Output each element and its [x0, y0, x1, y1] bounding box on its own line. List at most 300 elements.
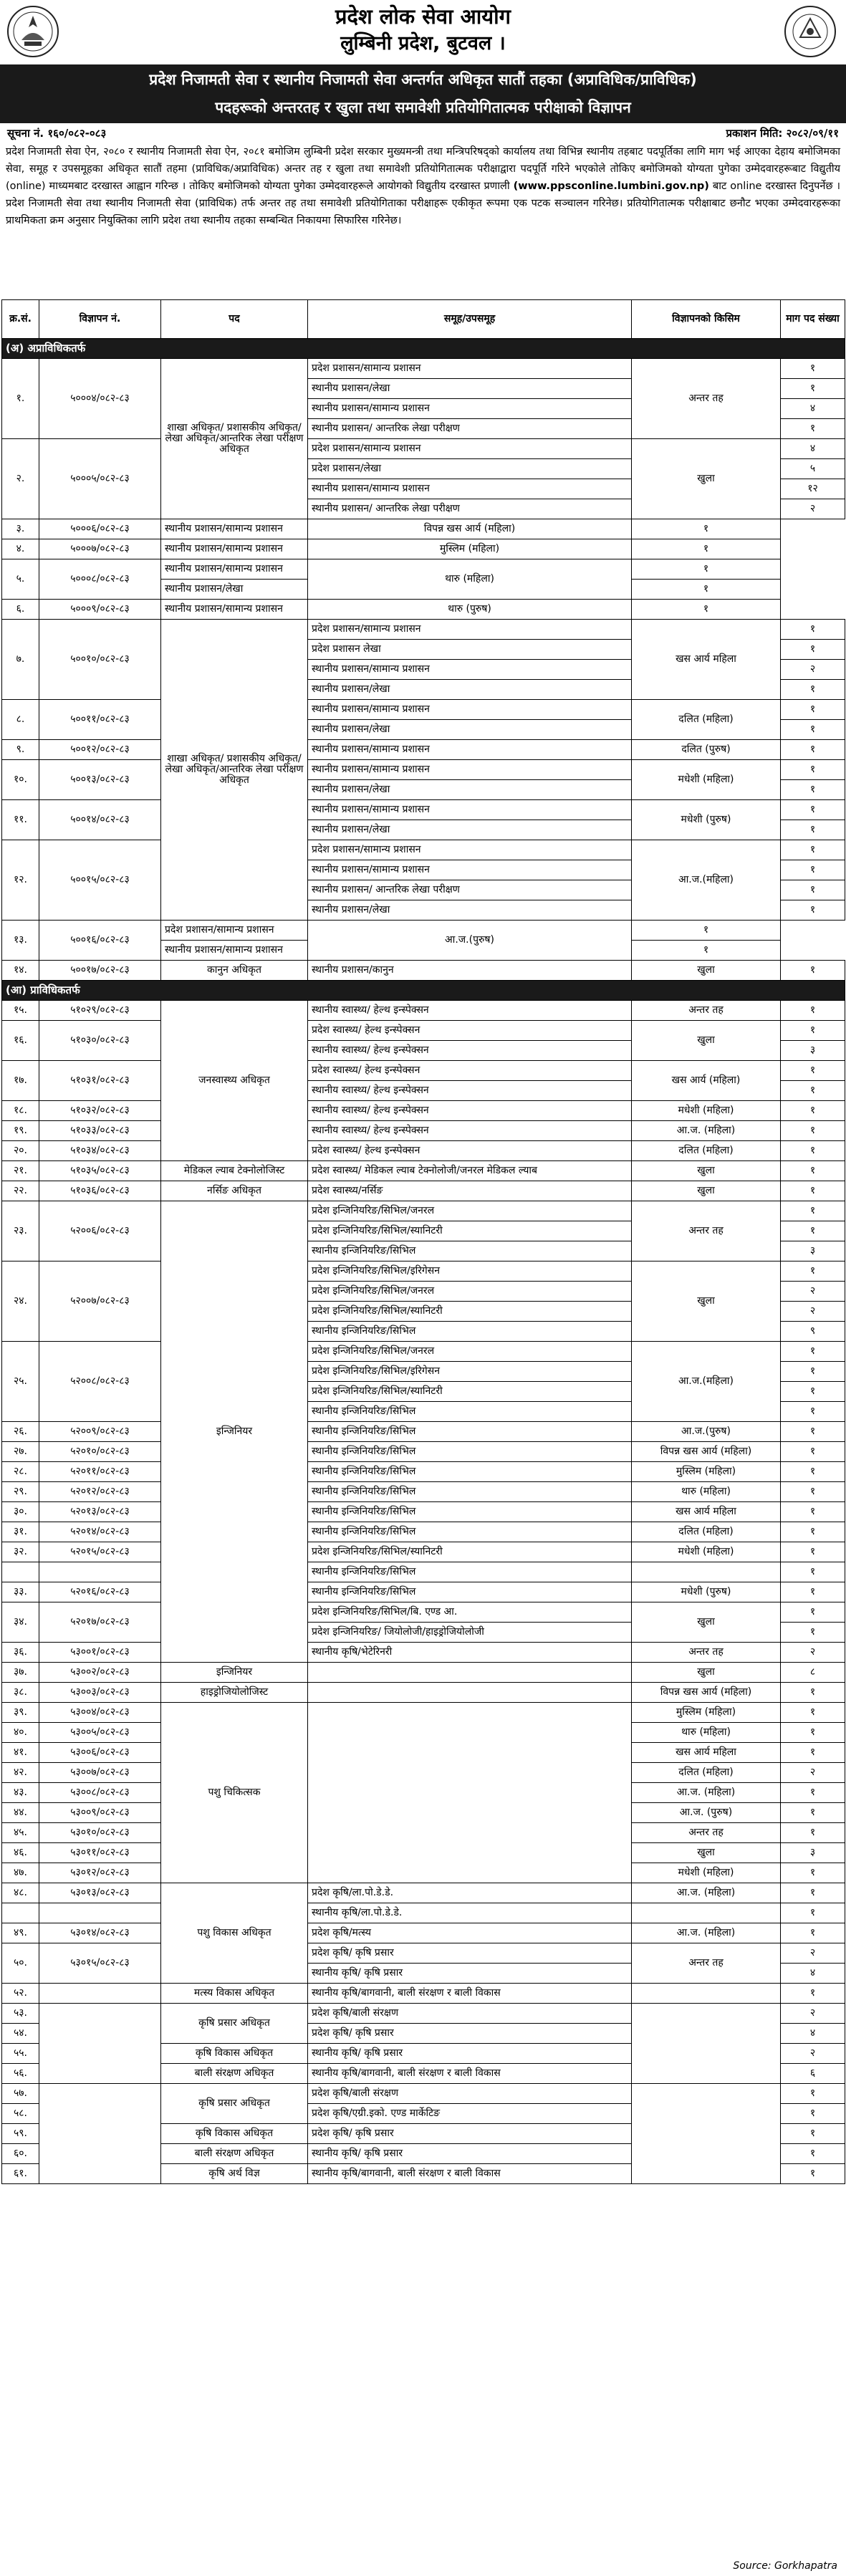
service-group: स्थानीय कृषि/बागवानी, बाली संरक्षण र बाली विकास: [308, 1984, 632, 2004]
post-count: २: [781, 1282, 845, 1302]
serial-number: ३६.: [2, 1643, 39, 1663]
serial-number: ४९.: [2, 1923, 39, 1943]
post-count: १: [632, 600, 781, 620]
title-line-2: पदहरूको अन्तरतह र खुला तथा समावेशी प्रतियोगितात्मक परीक्षाको विज्ञापन: [215, 99, 631, 116]
service-group: स्थानीय प्रशासन/सामान्य प्रशासन: [308, 700, 632, 720]
serial-number: २.: [2, 439, 39, 519]
service-group: स्थानीय इन्जिनियरिङ/सिभिल: [308, 1502, 632, 1522]
serial-number: ५२.: [2, 1984, 39, 2004]
post-count: १: [781, 1482, 845, 1502]
advertisement-number: [39, 1562, 161, 1582]
table-row: [2, 519, 845, 539]
table-row: [2, 1442, 845, 1462]
post-name: पशु विकास अधिकृत: [161, 1883, 308, 1984]
serial-number: ६०.: [2, 2144, 39, 2164]
table-row: [2, 1422, 845, 1442]
section-a-body: [2, 339, 845, 981]
serial-number: ९.: [2, 740, 39, 760]
post-count: २: [781, 1302, 845, 1322]
serial-number: ४२.: [2, 1763, 39, 1783]
serial-number: १७.: [2, 1061, 39, 1101]
website-link[interactable]: (www.ppsconline.lumbini.gov.np): [513, 181, 709, 192]
advertisement-number: ५००११/०८२-८३: [39, 700, 161, 740]
advertisement-number: ५१०३४/०८२-८३: [39, 1141, 161, 1161]
advertisement-number: ५०००४/०८२-८३: [39, 359, 161, 439]
service-group: प्रदेश इन्जिनियरिङ/सिभिल/स्यानिटरी: [308, 1221, 632, 1241]
advertisement-table: [1, 299, 845, 2184]
advertisement-type: थारु (महिला): [632, 1723, 781, 1743]
post-count: १: [781, 379, 845, 399]
advertisement-type: आ.ज.(पुरुष): [308, 921, 632, 961]
service-group: स्थानीय प्रशासन/सामान्य प्रशासन: [161, 519, 308, 539]
serial-number: ६१.: [2, 2164, 39, 2184]
header: [0, 0, 846, 64]
table-row: [2, 1502, 845, 1522]
advertisement-number: ५२००७/०८२-८३: [39, 1261, 161, 1342]
table-row: [2, 1101, 845, 1121]
advertisement-number: ५२०११/०८२-८३: [39, 1462, 161, 1482]
post-name: हाइड्रोजियोलोजिस्ट: [161, 1683, 308, 1703]
post-count: १: [781, 419, 845, 439]
serial-number: २४.: [2, 1261, 39, 1342]
post-count: ८: [781, 1663, 845, 1683]
post-count: १: [781, 1683, 845, 1703]
post-count: १२: [781, 479, 845, 499]
post-count: १: [781, 1061, 845, 1081]
post-count: १: [781, 1522, 845, 1542]
post-name: शाखा अधिकृत/ प्रशासकीय अधिकृत/ लेखा अधिकृत/आन्तरिक लेखा परीक्षण अधिकृत: [161, 620, 308, 921]
post-name: कानुन अधिकृत: [161, 961, 308, 981]
service-group: स्थानीय प्रशासन/लेखा: [161, 580, 308, 600]
table-row: [2, 921, 845, 941]
serial-number: २०.: [2, 1141, 39, 1161]
serial-number: ४६.: [2, 1843, 39, 1863]
advertisement-type: अन्तर तह: [632, 1943, 781, 1984]
advertisement-type: मधेशी (पुरुष): [632, 1582, 781, 1602]
advertisement-type: विपन्न खस आर्य (महिला): [632, 1442, 781, 1462]
post-count: ४: [781, 2024, 845, 2044]
post-count: १: [781, 620, 845, 640]
header-post: पद: [161, 300, 308, 339]
post-count: १: [781, 1542, 845, 1562]
advertisement-type: खस आर्य महिला: [632, 1743, 781, 1763]
table-row: [2, 800, 845, 820]
advertisement-type: मधेशी (पुरुष): [632, 800, 781, 840]
advertisement-number: ५००१७/०८२-८३: [39, 961, 161, 981]
service-group: स्थानीय कृषि/ कृषि प्रसार: [308, 2044, 632, 2064]
advertisement-number: ५०००७/०८२-८३: [39, 539, 161, 559]
service-group: स्थानीय प्रशासन/सामान्य प्रशासन: [308, 760, 632, 780]
advertisement-type: खुला: [632, 1161, 781, 1181]
advertisement-type: खस आर्य महिला: [632, 620, 781, 700]
serial-number: ४८.: [2, 1883, 39, 1903]
serial-number: ५९.: [2, 2124, 39, 2144]
paragraph-text-1: प्रदेश निजामती सेवा ऐन, २०८० र स्थानीय निजामती सेवा ऐन, २०८१ बमोजिम लुम्बिनी प्रदेश सरकार मुख्यमन्त्री तथा मन्त्रिपरिषद्को कार्यालय तथा विभिन्न स्थानीय तहबाट पदपूर्तिका लागि माग भई आएका देहाय बमोजिमका सेवा, समूह र उपसमूहका अधिकृत सातौं तहमा (प्राविधिक/अप्राविधिक) अन्तर तह र खुला तथा समावेशी प्रतियोगितात्मक परीक्षाद्वारा पदपूर्ति गरिने भएकोले तोकिए बमोजिमको योग्यता पुगेका उम्मेदवारहरूबाट विद्युतीय (online) माध्यमबाट दरखास्त आह्वान गरिन्छ । तोकिए बमोजिमको योग्यता पुगेका उम्मेदवारहरूले आयोगको विद्युतीय दरखास्त प्रणाली: [6, 146, 840, 192]
table-row: [2, 1903, 845, 1923]
post-count: १: [781, 1221, 845, 1241]
post-count: १: [781, 1181, 845, 1201]
service-group: प्रदेश कृषि/एग्री.इको. एण्ड मार्केटिङ: [308, 2104, 632, 2124]
service-group: प्रदेश इन्जिनियरिङ/सिभिल/इरिगेसन: [308, 1362, 632, 1382]
table-row: [2, 1482, 845, 1502]
post-count: १: [781, 2104, 845, 2124]
serial-number: २९.: [2, 1482, 39, 1502]
service-group: स्थानीय इन्जिनियरिङ/सिभिल: [308, 1442, 632, 1462]
post-count: १: [781, 1703, 845, 1723]
post-name: शाखा अधिकृत/ प्रशासकीय अधिकृत/ लेखा अधिकृत/आन्तरिक लेखा परीक्षण अधिकृत: [161, 359, 308, 519]
service-group: [308, 1683, 632, 1703]
advertisement-number: ५२०१७/०८२-८३: [39, 1602, 161, 1643]
advertisement-type: खुला: [632, 1021, 781, 1061]
advertisement-type: खस आर्य (महिला): [632, 1061, 781, 1101]
service-group: स्थानीय प्रशासन/सामान्य प्रशासन: [308, 479, 632, 499]
serial-number: २८.: [2, 1462, 39, 1482]
advertisement-number: ५२०१३/०८२-८३: [39, 1502, 161, 1522]
serial-number: २७.: [2, 1442, 39, 1462]
service-group: प्रदेश स्वास्थ्य/ हेल्थ इन्स्पेक्सन: [308, 1061, 632, 1081]
advertisement-type: खुला: [632, 1843, 781, 1863]
post-name: पशु चिकित्सक: [161, 1703, 308, 1883]
post-count: ४: [781, 1964, 845, 1984]
service-group: प्रदेश इन्जिनियरिङ/ जियोलोजी/हाइड्रोजियोलोजी: [308, 1623, 632, 1643]
advertisement-number: [39, 1903, 161, 1923]
serial-number: ५३.: [2, 2004, 39, 2024]
post-name: कृषि प्रसार अधिकृत: [161, 2004, 308, 2044]
serial-number: ४५.: [2, 1823, 39, 1843]
service-group: स्थानीय प्रशासन/सामान्य प्रशासन: [308, 860, 632, 880]
post-count: १: [781, 1823, 845, 1843]
post-count: १: [781, 1903, 845, 1923]
post-count: १: [781, 1984, 845, 2004]
service-group: प्रदेश इन्जिनियरिङ/सिभिल/जनरल: [308, 1201, 632, 1221]
advertisement-type: खुला: [632, 1181, 781, 1201]
service-group: [308, 1663, 632, 1683]
service-group: प्रदेश इन्जिनियरिङ/सिभिल/स्यानिटरी: [308, 1302, 632, 1322]
advertisement-number: ५३०१३/०८२-८३: [39, 1883, 161, 1903]
table-row: [2, 1923, 845, 1943]
service-group: [308, 1703, 632, 1883]
service-group: स्थानीय कृषि/भेटेरिनरी: [308, 1643, 632, 1663]
advertisement-number: ५१०३२/०८२-८३: [39, 1101, 161, 1121]
table-row: [2, 559, 845, 580]
post-count: १: [781, 1462, 845, 1482]
service-group: स्थानीय प्रशासन/लेखा: [308, 379, 632, 399]
post-count: २: [781, 1763, 845, 1783]
post-count: १: [781, 2084, 845, 2104]
header-post-count: माग पद संख्या: [781, 300, 845, 339]
service-group: स्थानीय इन्जिनियरिङ/सिभिल: [308, 1582, 632, 1602]
post-name: जनस्वास्थ्य अधिकृत: [161, 1001, 308, 1161]
service-group: स्थानीय कृषि/ कृषि प्रसार: [308, 2144, 632, 2164]
service-group: स्थानीय इन्जिनियरिङ/सिभिल: [308, 1322, 632, 1342]
post-count: ३: [781, 1843, 845, 1863]
org-name: प्रदेश लोक सेवा आयोग: [335, 4, 511, 29]
advertisement-number: ५२००८/०८२-८३: [39, 1342, 161, 1422]
service-group: प्रदेश कृषि/मत्स्य: [308, 1923, 632, 1943]
post-count: १: [781, 780, 845, 800]
table-row: [2, 1602, 845, 1623]
advertisement-type: आ.ज. (पुरुष): [632, 1803, 781, 1823]
advertisement-type: दलित (महिला): [632, 1522, 781, 1542]
advertisement-type: विपन्न खस आर्य (महिला): [308, 519, 632, 539]
table-row: [2, 700, 845, 720]
advertisement-type: [632, 2084, 781, 2184]
service-group: स्थानीय स्वास्थ्य/ हेल्थ इन्स्पेक्सन: [308, 1001, 632, 1021]
advertisement-type: दलित (महिला): [632, 1763, 781, 1783]
serial-number: ४.: [2, 539, 39, 559]
post-name: मत्स्य विकास अधिकृत: [161, 1984, 308, 2004]
service-group: स्थानीय इन्जिनियरिङ/सिभिल: [308, 1241, 632, 1261]
serial-number: ४७.: [2, 1863, 39, 1883]
advertisement-number: ५२०१४/०८२-८३: [39, 1522, 161, 1542]
serial-number: ४३.: [2, 1783, 39, 1803]
serial-number: ३३.: [2, 1582, 39, 1602]
table-row: [2, 961, 845, 981]
advertisement-number: ५३०१५/०८२-८३: [39, 1943, 161, 1984]
post-count: १: [781, 820, 845, 840]
service-group: स्थानीय स्वास्थ्य/ हेल्थ इन्स्पेक्सन: [308, 1041, 632, 1061]
title-line-1: प्रदेश निजामती सेवा र स्थानीय निजामती सेवा अन्तर्गत अधिकृत सातौं तहका (अप्राविधिक/प्राविधिक): [149, 71, 697, 88]
serial-number: ५८.: [2, 2104, 39, 2124]
service-group: स्थानीय कृषि/ कृषि प्रसार: [308, 1964, 632, 1984]
advertisement-number: ५३०१२/०८२-८३: [39, 1863, 161, 1883]
post-count: १: [781, 1001, 845, 1021]
serial-number: ८.: [2, 700, 39, 740]
table-header-row: [2, 300, 845, 339]
advertisement-number: ५१०३३/०८२-८३: [39, 1121, 161, 1141]
advertisement-number: ५३००६/०८२-८३: [39, 1743, 161, 1763]
section-b-title: (आ) प्राविधिकतर्फ: [2, 981, 845, 1001]
serial-number: [2, 1562, 39, 1582]
service-group: प्रदेश प्रशासन/लेखा: [308, 459, 632, 479]
post-count: १: [781, 760, 845, 780]
post-count: १: [781, 900, 845, 921]
advertisement-number: ५२०१२/०८२-८३: [39, 1482, 161, 1502]
post-count: २: [781, 2044, 845, 2064]
service-group: प्रदेश प्रशासन/सामान्य प्रशासन: [308, 840, 632, 860]
table-row: [2, 1683, 845, 1703]
service-group: स्थानीय प्रशासन/सामान्य प्रशासन: [308, 740, 632, 760]
table-row: [2, 1643, 845, 1663]
serial-number: ३४.: [2, 1602, 39, 1643]
service-group: स्थानीय स्वास्थ्य/ हेल्थ इन्स्पेक्सन: [308, 1101, 632, 1121]
service-group: प्रदेश इन्जिनियरिङ/सिभिल/जनरल: [308, 1282, 632, 1302]
advertisement-type: मधेशी (महिला): [632, 1542, 781, 1562]
serial-number: ११.: [2, 800, 39, 840]
table-row: [2, 1021, 845, 1041]
post-count: २: [781, 1943, 845, 1964]
advertisement-type: दलित (महिला): [632, 1141, 781, 1161]
post-count: १: [781, 1342, 845, 1362]
advertisement-number: ५२००६/०८२-८३: [39, 1201, 161, 1261]
service-group: प्रदेश इन्जिनियरिङ/सिभिल/स्यानिटरी: [308, 1542, 632, 1562]
table-row: [2, 1883, 845, 1903]
notice-paragraph: [0, 143, 846, 299]
post-count: १: [632, 941, 781, 961]
advertisement-number: ५३००५/०८२-८३: [39, 1723, 161, 1743]
header-group: समूह/उपसमूह: [308, 300, 632, 339]
table-row: [2, 840, 845, 860]
advertisement-number: [39, 2004, 161, 2084]
table-row: [2, 1542, 845, 1562]
advertisement-number: ५१०२९/०८२-८३: [39, 1001, 161, 1021]
section-header-row: [2, 981, 845, 1001]
serial-number: ६.: [2, 600, 39, 620]
serial-number: ५०.: [2, 1943, 39, 1984]
serial-number: २६.: [2, 1422, 39, 1442]
serial-number: १३.: [2, 921, 39, 961]
post-count: १: [781, 1883, 845, 1903]
table-row: [2, 1061, 845, 1081]
advertisement-type: थारु (पुरुष): [308, 600, 632, 620]
advertisement-number: ५३०११/०८२-८३: [39, 1843, 161, 1863]
post-count: २: [781, 1643, 845, 1663]
advertisement-type: दलित (महिला): [632, 700, 781, 740]
post-count: १: [781, 740, 845, 760]
advertisement-number: ५००१५/०८२-८३: [39, 840, 161, 921]
post-count: १: [781, 1863, 845, 1883]
serial-number: ५७.: [2, 2084, 39, 2104]
advertisement-number: ५३००९/०८२-८३: [39, 1803, 161, 1823]
advertisement-number: ५३०१४/०८२-८३: [39, 1923, 161, 1943]
post-count: ४: [781, 399, 845, 419]
table-row: [2, 1582, 845, 1602]
table-row: [2, 1562, 845, 1582]
post-count: १: [781, 1021, 845, 1041]
advertisement-type: खुला: [632, 961, 781, 981]
serial-number: १४.: [2, 961, 39, 981]
post-count: १: [781, 1261, 845, 1282]
service-group: स्थानीय इन्जिनियरिङ/सिभिल: [308, 1402, 632, 1422]
post-count: १: [781, 1623, 845, 1643]
advertisement-type: [632, 1984, 781, 2004]
post-name: कृषि विकास अधिकृत: [161, 2124, 308, 2144]
advertisement-type: आ.ज. (महिला): [632, 1783, 781, 1803]
post-name: नर्सिङ अधिकृत: [161, 1181, 308, 1201]
service-group: प्रदेश इन्जिनियरिङ/सिभिल/जनरल: [308, 1342, 632, 1362]
post-count: १: [781, 700, 845, 720]
post-count: १: [781, 1442, 845, 1462]
table-row: [2, 600, 845, 620]
serial-number: ५६.: [2, 2064, 39, 2084]
serial-number: [2, 1903, 39, 1923]
advertisement-number: ५३००४/०८२-८३: [39, 1703, 161, 1723]
service-group: स्थानीय इन्जिनियरिङ/सिभिल: [308, 1562, 632, 1582]
post-count: ९: [781, 1322, 845, 1342]
service-group: प्रदेश कृषि/ कृषि प्रसार: [308, 1943, 632, 1964]
post-count: १: [781, 1783, 845, 1803]
service-group: स्थानीय प्रशासन/लेखा: [308, 720, 632, 740]
service-group: स्थानीय इन्जिनियरिङ/सिभिल: [308, 1482, 632, 1502]
advertisement-number: ५३०१०/०८२-८३: [39, 1823, 161, 1843]
service-group: स्थानीय प्रशासन/लेखा: [308, 680, 632, 700]
advertisement-number: ५००१३/०८२-८३: [39, 760, 161, 800]
service-group: प्रदेश स्वास्थ्य/नर्सिङ: [308, 1181, 632, 1201]
post-count: १: [781, 359, 845, 379]
service-group: स्थानीय प्रशासन/सामान्य प्रशासन: [161, 600, 308, 620]
advertisement-number: ५३००३/०८२-८३: [39, 1683, 161, 1703]
post-count: १: [781, 1923, 845, 1943]
advertisement-type: मधेशी (महिला): [632, 1101, 781, 1121]
post-count: १: [632, 580, 781, 600]
serial-number: १८.: [2, 1101, 39, 1121]
advertisement-number: ५१०३५/०८२-८३: [39, 1161, 161, 1181]
service-group: स्थानीय प्रशासन/लेखा: [308, 900, 632, 921]
service-group: प्रदेश कृषि/ला.पो.डे.डे.: [308, 1883, 632, 1903]
table-row: [2, 1663, 845, 1683]
service-group: प्रदेश इन्जिनियरिङ/सिभिल/बि. एण्ड आ.: [308, 1602, 632, 1623]
post-count: १: [781, 2124, 845, 2144]
advertisement-type: मधेशी (महिला): [632, 760, 781, 800]
title-banner: [0, 64, 846, 123]
post-name: कृषि विकास अधिकृत: [161, 2044, 308, 2064]
advertisement-type: दलित (पुरुष): [632, 740, 781, 760]
serial-number: ३१.: [2, 1522, 39, 1542]
service-group: प्रदेश प्रशासन/सामान्य प्रशासन: [308, 439, 632, 459]
advertisement-type: खस आर्य महिला: [632, 1502, 781, 1522]
advertisement-number: ५३००८/०८२-८३: [39, 1783, 161, 1803]
advertisement-number: ५३००२/०८२-८३: [39, 1663, 161, 1683]
advertisement-number: ५००१०/०८२-८३: [39, 620, 161, 700]
service-group: प्रदेश इन्जिनियरिङ/सिभिल/स्यानिटरी: [308, 1382, 632, 1402]
advertisement-type: आ.ज. (महिला): [632, 1883, 781, 1903]
service-group: प्रदेश स्वास्थ्य/ हेल्थ इन्स्पेक्सन: [308, 1021, 632, 1041]
serial-number: ४४.: [2, 1803, 39, 1823]
advertisement-type: खुला: [632, 1602, 781, 1643]
service-group: स्थानीय इन्जिनियरिङ/सिभिल: [308, 1522, 632, 1542]
nepal-emblem-icon: [6, 4, 60, 59]
advertisement-type: आ.ज.(महिला): [632, 840, 781, 921]
post-count: १: [781, 840, 845, 860]
advertisement-type: आ.ज.(महिला): [632, 1342, 781, 1422]
section-b-body: [2, 981, 845, 2184]
advertisement-type: अन्तर तह: [632, 1201, 781, 1261]
serial-number: ५५.: [2, 2044, 39, 2064]
table-row: [2, 620, 845, 640]
advertisement-number: ५००१६/०८२-८३: [39, 921, 161, 961]
table-row: [2, 2084, 845, 2104]
table-row: [2, 1001, 845, 1021]
advertisement-type: आ.ज. (महिला): [632, 1121, 781, 1141]
service-group: प्रदेश प्रशासन लेखा: [308, 640, 632, 660]
table-row: [2, 1462, 845, 1482]
post-count: ३: [781, 1241, 845, 1261]
advertisement-type: मुस्लिम (महिला): [632, 1462, 781, 1482]
post-name: इन्जिनियर: [161, 1663, 308, 1683]
serial-number: ५.: [2, 559, 39, 600]
advertisement-type: आ.ज. (महिला): [632, 1923, 781, 1943]
header-adv-no: विज्ञापन नं.: [39, 300, 161, 339]
section-a-title: (अ) अप्राविधिकतर्फ: [2, 339, 845, 359]
advertisement-number: ५१०३६/०८२-८३: [39, 1181, 161, 1201]
org-location: लुम्बिनी प्रदेश, बुटवल ।: [340, 32, 506, 54]
serial-number: २१.: [2, 1161, 39, 1181]
post-name: कृषि प्रसार अधिकृत: [161, 2084, 308, 2124]
advertisement-type: अन्तर तह: [632, 1823, 781, 1843]
table-row: [2, 1141, 845, 1161]
publish-date: प्रकाशन मिति: २०८२/०९/११: [726, 127, 839, 140]
advertisement-type: अन्तर तह: [632, 1643, 781, 1663]
advertisement-type: खुला: [632, 439, 781, 519]
post-count: १: [781, 1402, 845, 1422]
serial-number: २५.: [2, 1342, 39, 1422]
advertisement-type: अन्तर तह: [632, 359, 781, 439]
advertisement-type: [632, 1903, 781, 1923]
post-count: १: [781, 1502, 845, 1522]
service-group: स्थानीय स्वास्थ्य/ हेल्थ इन्स्पेक्सन: [308, 1081, 632, 1101]
serial-number: ३०.: [2, 1502, 39, 1522]
advertisement-number: ५१०३१/०८२-८३: [39, 1061, 161, 1101]
